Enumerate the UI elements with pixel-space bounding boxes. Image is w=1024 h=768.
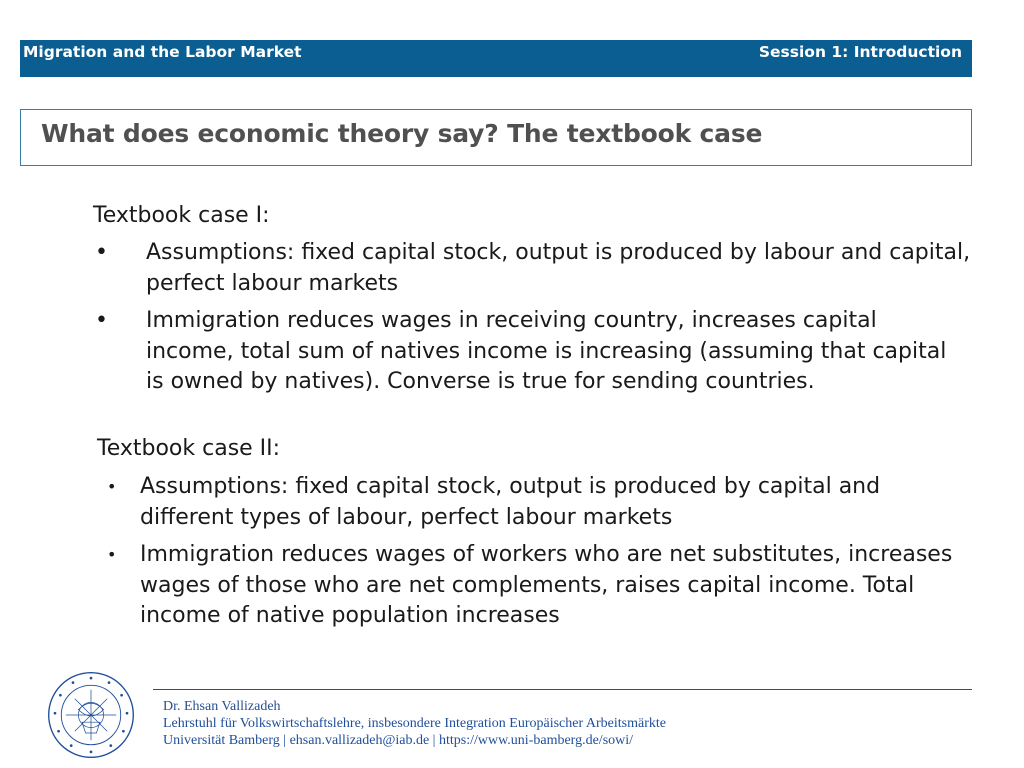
list-item-text: Assumptions: fixed capital stock, output is produced by labour and capital, perfect labour markets	[146, 240, 971, 296]
case-heading-2: Textbook case II:	[97, 436, 281, 461]
bullet: •	[107, 545, 117, 564]
footer	[163, 698, 666, 749]
session-title: Session 1: Introduction	[758, 43, 962, 61]
university-seal-logo	[46, 670, 136, 760]
case-heading-1: Textbook case I:	[93, 203, 270, 228]
footer-author: Dr. Ehsan Vallizadeh	[163, 699, 281, 714]
bullet: •	[95, 308, 108, 333]
course-title: Migration and the Labor Market	[23, 43, 302, 61]
slide-title: What does economic theory say? The textbook case	[41, 119, 763, 148]
bullet: •	[107, 477, 117, 496]
list-item-text: Immigration reduces wages in receiving country, increases capital income, total sum of natives income is increasing (assuming that capital is owned by natives). Converse is true for sending countries.	[146, 308, 947, 394]
list-item-text: Assumptions: fixed capital stock, output is produced by capital and different types of labour, perfect labour markets	[140, 474, 881, 530]
footer-contact: Universität Bamberg | ehsan.vallizadeh@iab.de | https://www.uni-bamberg.de/sowi/	[163, 733, 634, 748]
list-item-text: Immigration reduces wages of workers who are net substitutes, increases wages of those who are net complements, raises capital income. Total income of native population increases	[140, 542, 953, 628]
footer-divider	[153, 689, 972, 690]
bullet: •	[95, 240, 108, 265]
footer-chair: Lehrstuhl für Volkswirtschaftslehre, insbesondere Integration Europäischer Arbeitsmärkte	[163, 716, 666, 731]
